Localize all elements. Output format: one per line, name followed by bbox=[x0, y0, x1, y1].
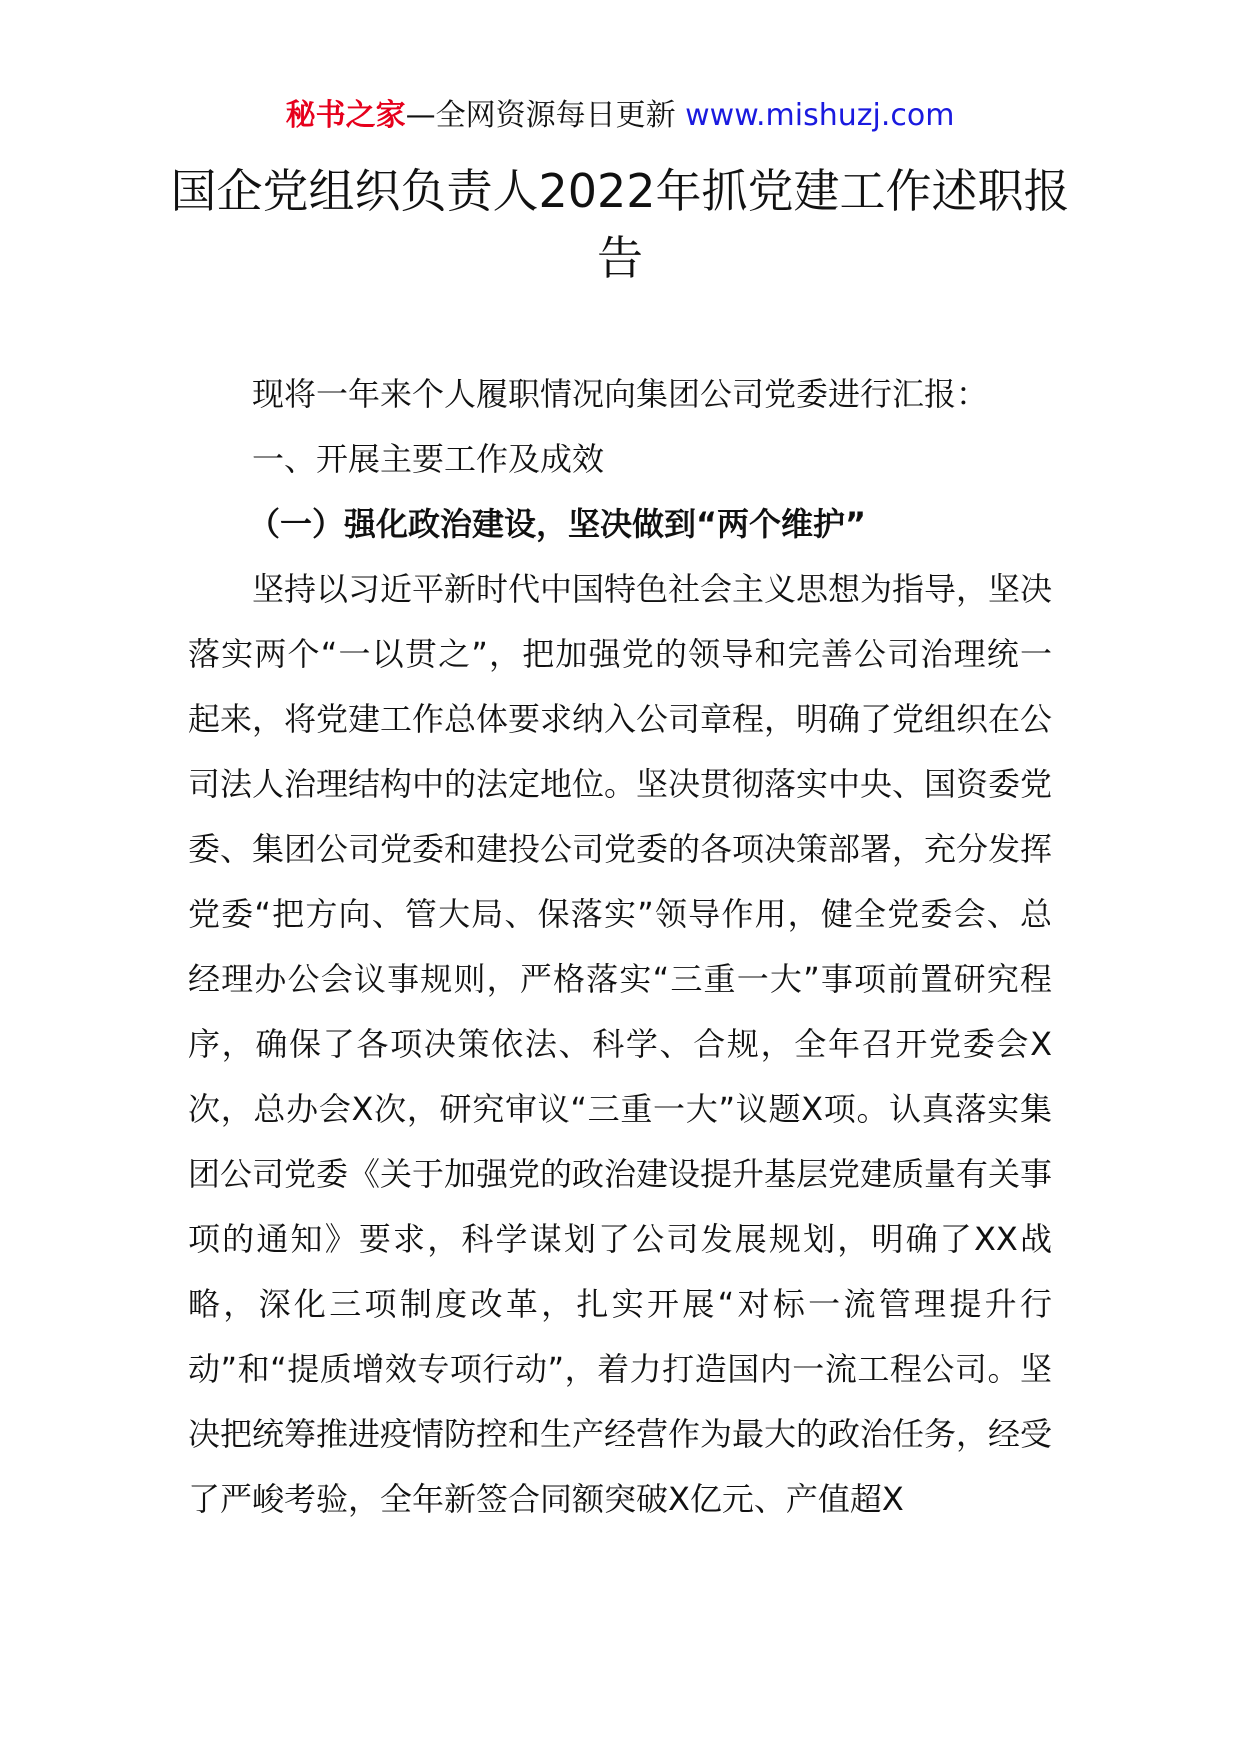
document-title: 国企党组织负责人2022年抓党建工作述职报告 bbox=[170, 164, 1070, 285]
body-paragraph: 坚持以习近平新时代中国特色社会主义思想为指导，坚决落实两个“一以贯之”，把加强党的领导和完善公司治理统一起来，将党建工作总体要求纳入公司章程，明确了党组织在公司法人治理结构中的法定地位。坚决贯彻落实中央、国资委党委、集团公司党委和建投公司党委的各项决策部署，充分发挥党委“把方向、管大局、保落实”领导作用，健全党委会、总经理办公会议事规则，严格落实“三重一大”事项前置研究程序，确保了各项决策依法、科学、合规，全年召开党委会X次，总办会X次，研究审议“三重一大”议题X项。认真落实集团公司党委《关于加强党的政治建设提升基层党建质量有关事项的通知》要求，科学谋划了公司发展规划，明确了XX战略，深化三项制度改革，扎实开展“对标一流管理提升行动”和“提质增效专项行动”，着力打造国内一流工程公司。坚决把统筹推进疫情防控和生产经营作为最大的政治任务，经受了严峻考验，全年新签合同额突破X亿元、产值超X bbox=[188, 570, 1053, 1518]
site-url-link[interactable]: www.mishuzj.com bbox=[685, 98, 955, 133]
watermark-header bbox=[0, 96, 1240, 136]
subsection-heading: （一）强化政治建设，坚决做到“两个维护” bbox=[248, 505, 867, 543]
brand-name: 秘书之家 bbox=[285, 98, 406, 133]
header-tagline: —全网资源每日更新 bbox=[405, 98, 686, 133]
document-body bbox=[188, 362, 1052, 1532]
intro-paragraph: 现将一年来个人履职情况向集团公司党委进行汇报： bbox=[252, 375, 989, 413]
section-heading: 一、开展主要工作及成效 bbox=[252, 440, 605, 478]
